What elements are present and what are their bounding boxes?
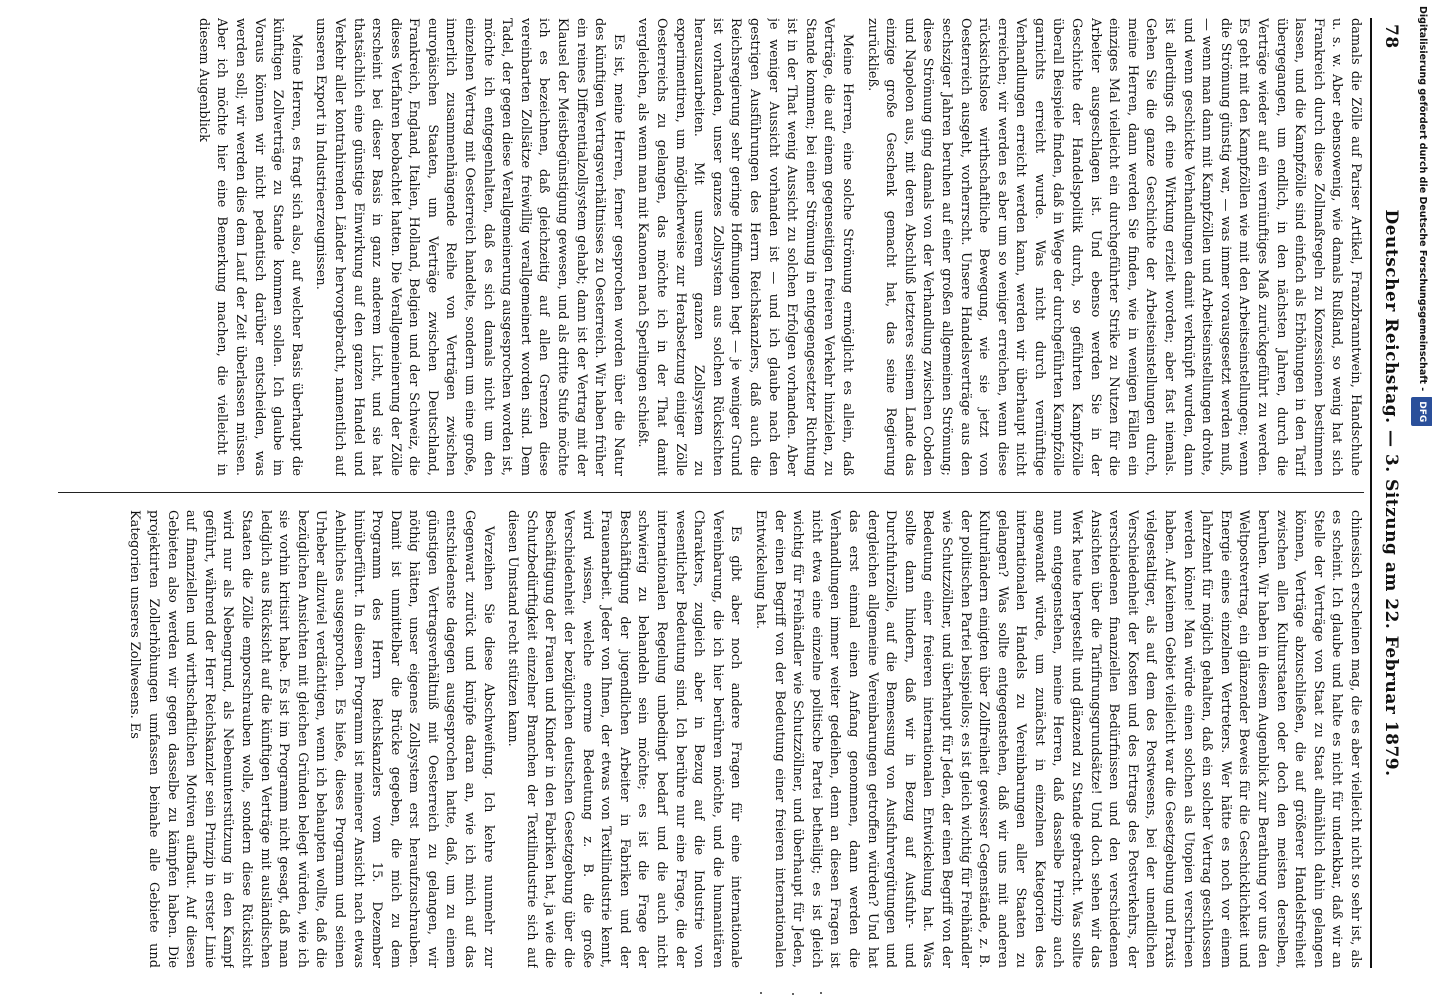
text-columns (54, 18, 1364, 968)
left-paragraph-2: Meine Herren, eine solche Strömung ermöglicht es allein, daß Verträge, die auf einem gegenseitigen freieren Verkehr hinzielen, zu Stande kommen; bei einer Strömung in entgegengesetzter Richtung ist in der That wenig Aussicht zu solchen Erfolgen vorhanden. Aber je weniger Aussicht vorhanden ist — und ich glaube nach den gestrigen Ausführungen des Herrn Reichskanzlers, daß auch die Reichsregierung sehr geringe Hoffnungen hegt — je weniger Grund ist vorhanden, unser ganzes Zollsystem aus solchen Rücksichten herauszuarbeiten. Mit unserem ganzen Zollsystem zu experimentiren, um möglicherweise zur Herabsetzung einiger Zölle Oesterreichs zu gelangen, das möchte ich in der That damit vergleichen, als wenn man mit Kanonen nach Sperlingen schießt. (635, 18, 855, 476)
column-divider (58, 492, 1364, 493)
page-number: 78 (1381, 24, 1401, 49)
right-paragraph-2: Es gibt aber noch andere Fragen für eine internationale Vereinbarung, die ich hier berühren möchte, und die humanitären Charakters, zugleich aber in Bezug auf die Industrie von wesentlicher Bedeutung sind. Ich berühre nur eine Frage, die der internationalen Regelung unbedingt bedarf und die auch nicht schwierig zu behandeln sein möchte; es ist die Frage der Beschäftigung der jugendlichen Arbeiter in Fabriken und der Frauenarbeit. Jeder von Ihnen, der etwas von Textilindustrie kennt, wird wissen, welche enorme Bedeutung z. B. die große Verschiedenheit der bezüglichen deutschen Gesetzgebung über die Beschäftigung der Frauen und Kinder in den Fabriken hat, ja wie die Schutzbedürftigkeit einzelner Branchen der Textilindustrie sich auf diesen Umstand recht stützen kann. (505, 510, 744, 968)
page-title: Deutscher Reichstag. — 3. Sitzung am 22. Februar 1879. (1381, 209, 1401, 777)
scan-speck (792, 993, 794, 995)
page-header (1374, 18, 1408, 968)
scan-speck (820, 992, 822, 994)
credit-text-wrapper (1412, 6, 1432, 996)
digitization-credit (1410, 0, 1432, 1000)
right-paragraph-3: Verzeihen Sie diese Abschweifung. Ich kehre nunmehr zur Gegenwart zurück und knüpfe daran an, wie ich mich auf das entschiedenste dagegen ausgesprochen hatte, daß, um zu einem günstigen Vertragsverhältniß mit Oesterreich zu gelangen, wir nöthig hätten, unser eigenes Zollsystem erst heraufzuschrauben. Damit ist unmittelbar die Brücke gegeben, die mich zu dem Programm des Herrn Reichskanzlers vom 15. Dezember hinüberführt. In diesem Programm ist meinerer Ansicht nach etwas Aehnliches ausgesprochen. Es hieße, dieses Programm und seinen Urheber allzuviel verdächtigen, wenn ich behaupten wollte, daß die bezüglichen Ansichten mit gleichen Gründen belegt würden, wie ich sie vorhin kritisirt habe. Es ist im Programm nicht gesagt, daß man lediglich aus Rücksicht auf die künftigen Verträge mit ausländischen Staaten die Zölle emporschrauben wolle, sondern diese Rücksicht wird nur als Nebengrund, als Nebenunterstützung in den Kampf geführt, während der Herr Reichskanzler sein Prinzip in erster Linie auf finanziellen und wirthschaftlichen Motiven aufbaut. Auf diesen Gebieten also werden wir gegen dasselbe zu kämpfen haben. Die projektirten Zollerhöhungen umfassen beinahe alle Gebiete und Kategorien unseres Zollwesens. Es (127, 510, 496, 968)
left-paragraph-3: Es ist, meine Herren, ferner gesprochen worden über die Natur des künftigen Vertragsverhältnisses zu Oesterreich. Wir haben früher ein reines Differentialzollsystem gehabt; dann ist der Vertrag mit der Klausel der Meistbegünstigung gewesen, und als dritte Stufe möchte ich es bezeichnen, daß gleichzeitig auf allen Grenzen diese vereinbarten Zollsätze freiwillig verallgemeinert worden sind. Dem Tadel, der gegen diese Verallgemeinerung ausgesprochen worden ist, möchte ich entgegenhalten, daß es sich damals nicht um den einzelnen Vertrag mit Oesterreich handelte, sondern um eine große, innerlich zusammenhängende Reihe von Verträgen zwischen europäischen Staaten, um Verträge zwischen Deutschland, Frankreich, England, Italien, Holland, Belgien und der Schweiz, die dieses Verfahren beobachtet hatten. Die Verallgemeinerung der Zölle erscheint bei dieser Basis in ganz anderem Licht, und sie hat thatsächlich eine günstige Einwirkung auf den ganzen Handel und Verkehr aller kontrahirenden Länder hervorgebracht, namentlich auf unseren Export in Industrieerzeugnissen. (313, 18, 626, 476)
left-column (54, 18, 1364, 476)
left-paragraph-1: damals die Zölle auf Pariser Artikel, Franzbranntwein, Handschuhe u. s. w. Aber ebensowenig, wie damals Rußland, so wenig hat sich Frankreich durch diese Zollmaßregeln zu Konzessionen bestimmen lassen, und die Kampfzölle sind einfach als Erhöhungen in den Tarif übergegangen, um endlich, in den nächsten Jahren, durch die Verträge wieder auf ein vernünftiges Maß zurückgeführt zu werden. Es geht mit den Kampfzöllen wie mit den Arbeitseinstellungen; wenn die Strömung günstig war, — was immer vorausgesetzt werden muß, — wenn man dann mit Kampfzöllen und Arbeitseinstellungen drohte, und wenn geschickte Verhandlungen damit verknüpft wurden, dann ist allerdings oft eine Wirkung erzielt worden; aber fast niemals. Gehen Sie die ganze Geschichte der Arbeitseinstellungen durch, meine Herren, dann werden Sie finden, wie in wenigen Fällen ein einziges Mal vielleicht ein durchgeführter Strike zu Nutzen für die Arbeiter ausgeschlagen ist. Und ebenso werden Sie in der Geschichte der Handelspolitik durch, so geführten Kampfzölle überall Beispiele finden, daß in Wege der durchgeführten Kampfzölle garnichts erreicht wurde. Was nicht durch vernünftige Verhandlungen erreicht werden kann, werden wir überhaupt nicht erreichen; wir werden es aber um so weniger erreichen, wenn diese rücksichtslose wirthschaftliche Bewegung, wie sie jetzt von Oesterreich ausgeht, vorherrscht. Unsere Handelsverträge aus den sechsziger Jahren beruhen auf einer großen allgemeinen Strömung; diese Strömung ging damals von der Verhandlung zwischen Cobden und Napoleon aus, mit deren Abschluß letzteres seinem Lande das einzige große Geschenk gemacht hat, das seine Regierung zurückließ. (864, 18, 1363, 476)
rotated-page-content (48, 18, 1408, 968)
dfg-logo: DFG (1411, 397, 1432, 426)
header-rule (1370, 18, 1372, 968)
right-column (54, 510, 1364, 968)
scan-speck (760, 992, 762, 994)
right-paragraph-1: chinesisch erscheinen mag, die es aber vielleicht nicht so sehr ist, als es scheint. Ich glaube und halte es nicht für undenkbar, daß wir an Stelle der Verträge von Staat zu Staat allmählich dahin gelangen können, Verträge abzuschließen, die auf größerer Handelsfreiheit zwischen allen Kulturstaaten oder doch den meisten derselben, beruhen. Wir haben in diesem Augenblick zur Berathung vor uns den Weltpostvertrag, ein glänzender Beweis für die Geschicklichkeit und Energie eines einzelnen Vertreters. Wer hätte es noch vor einem Jahrzehnt für möglich gehalten, daß ein solcher Vertrag geschlossen werden könne! Man würde einen solchen als Utopien verschrieen haben. Auf keinem Gebiet vielleicht war die Gesetzgebung und Praxis vielgestaltiger, als auf dem des Postwesens, bei der unendlichen Verschiedenheit der Kosten und des Ertrags des Postverkehrs, der verschiedenen finanziellen Bedürfnissen und den verschiedenen Ansichten über die Tarifirungsgrundsätze! Und doch sehen wir das Werk heute hergestellt und glänzend zu Stande gebracht. Was sollte nun entgegenstehen, meine Herren, daß dasselbe Prinzip auch angewandt würde, um zunächst in einzelnen Kategorien des internationalen Handels zu Vereinbarungen aller Staaten zu gelangen? Was sollte entgegenstehen, daß wir uns mit anderen Kulturländern einigten über Zollfreiheit gewisser Gegenstände, z. B. der politischen Partei beispiellos; es ist gleich wichtig für Freihändler wie Schutzzöllner, und überhaupt für Jeden, der einen Begriff von der Bedeutung einer freieren internationalen Entwickelung hat. Was sollte dann hindern, daß wir in Bezug auf Ausfuhr- und Durchfuhrzölle, auf die Bemessung von Ausfuhrvergütungen und dergleichen allgemeine Vereinbarungen getroffen würden? Und hat das erst einmal einen Anfang genommen, dann werden die Verhandlungen immer weiter gedeihen, denn an diesen Fragen ist nicht etwa eine einzelne politische Partei betheiligt; es ist gleich wichtig für Freihändler wie Schutzzöllner, und überhaupt für Jeden, der einen Begriff von der Bedeutung einer freieren internationalen Entwickelung hat. (753, 510, 1363, 968)
credit-text: Digitalisierung gefördert durch die Deutsche Forschungsgemeinschaft - (1417, 6, 1428, 392)
left-paragraph-4: Meine Herren, es fragt sich also, auf welcher Basis überhaupt die künftigen Zollverträge zu Stande kommen sollen. Ich glaube im Voraus können wir nicht pedantisch darüber entscheiden, was werden soll; wir werden dies dem Lauf der Zeit überlassen müssen. Aber ich möchte hier eine Bemerkung machen, die vielleicht in diesem Augenblick (195, 18, 304, 476)
